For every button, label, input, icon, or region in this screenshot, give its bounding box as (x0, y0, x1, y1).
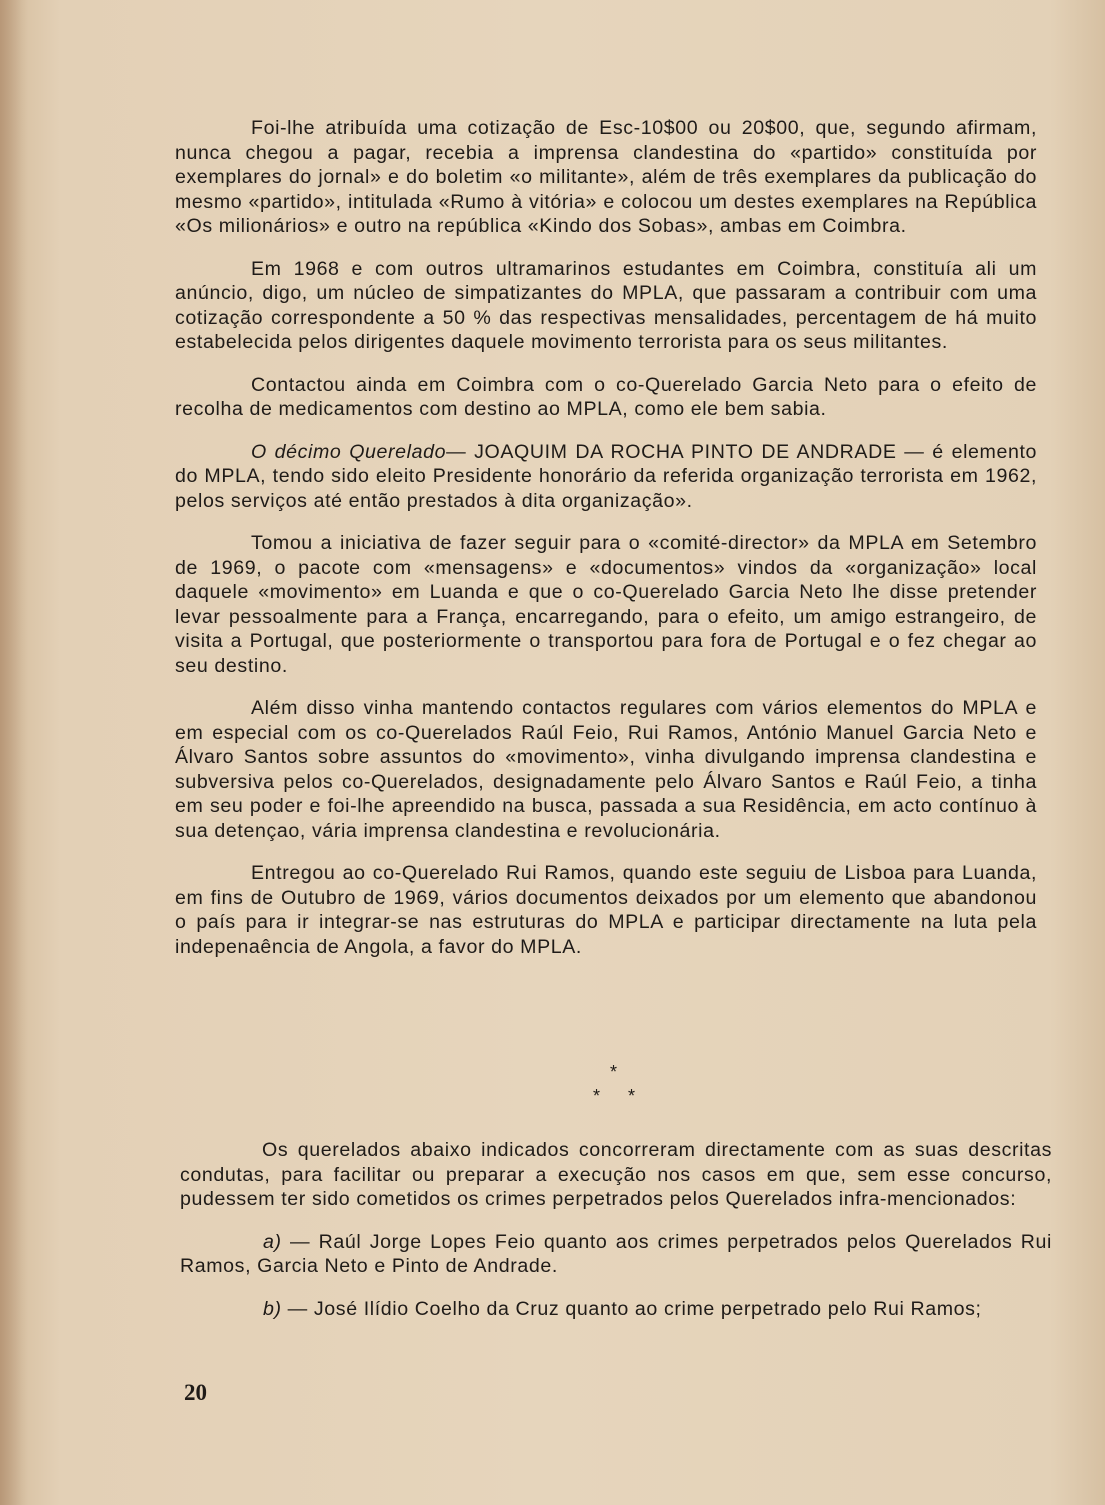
main-text-block (175, 116, 1037, 977)
asterisk-left: * (593, 1086, 601, 1106)
section-separator-asterisks (585, 1062, 645, 1110)
paragraph-5: Tomou a iniciativa de fazer seguir para o «comité-director» da MPLA em Setembro de 1969, o pacote com «mensagens» e «documentos» vindos da «organização» local daquele «movimento» em Luanda e que o co-Querelado Garcia Neto lhe disse pretender levar pessoalmente para a França, encarregando, para o efeito, um amigo estrangeiro, de visita a Portugal, que posteriormente o transportou para fora de Portugal e o fez chegar ao seu destino. (175, 532, 1037, 677)
page-number: 20 (184, 1380, 207, 1405)
paragraph-1: Foi-lhe atribuída uma cotização de Esc-10$00 ou 20$00, que, segundo afirmam, nunca chegou a pagar, recebia a imprensa clandestina do «partido» constituída por exemplares do jornal» e do boletim «o militante», além de três exemplares da publicação do mesmo «partido», intitulada «Rumo à vitória» e colocou um destes exemplares na República «Os milionários» e outro na república «Kindo dos Sobas», ambas em Coimbra. (175, 117, 1037, 237)
paragraph-8: Os querelados abaixo indicados concorreram directamente com as suas descritas condutas, para facilitar ou preparar a execução nos casos em que, sem esse concurso, pudessem ter sido cometidos os crimes perpetrados pelos Querelados infra-mencionados: (180, 1139, 1052, 1210)
paragraph-7: Entregou ao co-Querelado Rui Ramos, quando este seguiu de Lisboa para Luanda, em fins de Outubro de 1969, vários documentos deixados por um elemento que abandonou o país para ir integrar-se nas estruturas do MPLA e participar directamente na luta pela indepenaência de Angola, a favor do MPLA. (175, 862, 1037, 958)
asterisk-top: * (610, 1062, 618, 1082)
list-item-a (180, 1230, 1052, 1279)
page-binding-shadow (0, 0, 28, 1505)
paragraph-6: Além disso vinha mantendo contactos regulares com vários elementos do MPLA e em especial com os co-Querelados Raúl Feio, Rui Ramos, António Manuel Garcia Neto e Álvaro Santos sobre assuntos do «movimento», vinha divulgando imprensa clandestina e subversiva pelos co-Querelados, designadamente pelo Álvaro Santos e Raúl Feio, a tinha em seu poder e foi-lhe apreendido na busca, passada a sua Residência, em acto contínuo à sua detençao, vária imprensa clandestina e revolucionária. (175, 697, 1037, 842)
paragraph-4-italic-lead: O décimo Querelado (251, 440, 447, 463)
asterisk-right: * (628, 1086, 636, 1106)
list-item-b-text: — José Ilídio Coelho da Cruz quanto ao crime perpetrado pelo Rui Ramos; (287, 1297, 982, 1320)
paragraph-3: Contactou ainda em Coimbra com o co-Querelado Garcia Neto para o efeito de recolha de medicamentos com destino ao MPLA, como ele bem sabia. (175, 373, 1037, 420)
list-item-b (180, 1297, 1052, 1322)
paragraph-4-text: — JOAQUIM DA ROCHA PINTO DE ANDRADE — é elemento do MPLA, tendo sido eleito Presidente honorário da referida organização terrorista em 1962, pelos serviços até então prestados à dita organização». (175, 440, 1037, 512)
paragraph-2: Em 1968 e com outros ultramarinos estudantes em Coimbra, constituía ali um anúncio, digo, um núcleo de simpatizantes do MPLA, que passaram a contribuir com uma cotização correspondente a 50 % das respectivas mensalidades, percentagem de há muito estabelecida pelos dirigentes daquele movimento terrorista para os seus militantes. (175, 257, 1037, 353)
paragraph-4 (175, 440, 1037, 514)
secondary-text-block (180, 1138, 1052, 1339)
list-item-a-label: a) (263, 1230, 282, 1253)
list-item-b-label: b) (263, 1297, 282, 1320)
list-item-a-text: — Raúl Jorge Lopes Feio quanto aos crimes perpetrados pelos Querelados Rui Ramos, Garcia Neto e Pinto de Andrade. (180, 1230, 1052, 1277)
